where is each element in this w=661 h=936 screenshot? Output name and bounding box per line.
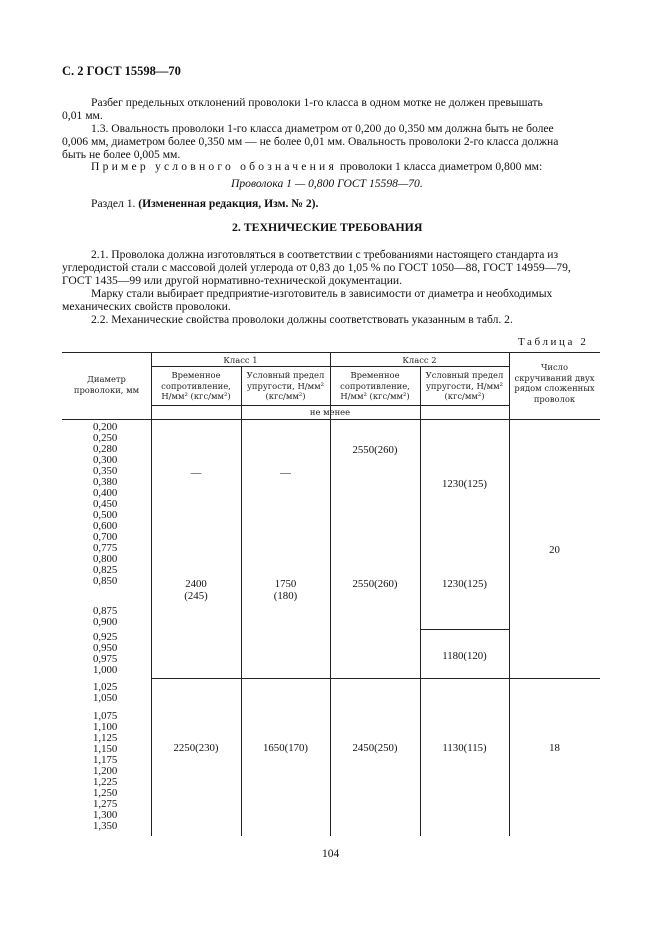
diameter-value: 1,350 (93, 820, 118, 832)
diameter-value: 0,280 (93, 443, 118, 455)
paragraph-line: 0,006 мм, диаметром более 0,350 мм — не более 0,01 мм. Овальность проволоки 2-го класса должна (62, 135, 559, 148)
paragraph-line: 1.3. Овальность проволоки 1-го класса диаметром от 0,200 до 0,350 мм должна быть не более (91, 122, 554, 135)
section1-note (91, 197, 318, 211)
value-text: 1750 (274, 578, 297, 590)
diameter-value: 0,800 (93, 553, 118, 565)
value-text: (245) (184, 590, 208, 602)
diameter-value: 1,100 (93, 721, 118, 733)
table-rule (420, 366, 421, 836)
diameter-value: 0,950 (93, 642, 118, 654)
diameter-list (93, 632, 117, 676)
diameter-value: 0,350 (93, 465, 118, 477)
diameter-value: 0,850 (93, 575, 118, 587)
header-text: Условный предел (425, 370, 504, 380)
example-label: Пример условного обозначения (91, 160, 337, 173)
header-text: Н/мм² (кгс/мм²) (161, 391, 231, 401)
diameter-value: 0,600 (93, 520, 118, 532)
tensile-class2-top: 2550(260) (352, 444, 398, 456)
header-text: проволок (533, 393, 576, 404)
diameter-list (93, 711, 117, 832)
example-text: проволоки 1 класса диаметром 0,800 мм: (339, 160, 543, 173)
header-twists (509, 362, 600, 404)
header-tensile-class1 (151, 370, 241, 402)
diameter-value: 0,450 (93, 498, 118, 510)
header-text: (кгс/мм²) (444, 391, 485, 401)
paragraph-line: углеродистой стали с массовой долей углерода от 0,83 до 1,05 % по ГОСТ 1050—88, ГОСТ 14959—79, (62, 261, 571, 274)
paragraph-line: механических свойств проволоки. (62, 300, 231, 313)
yield-class2-top: 1230(125) (442, 478, 487, 490)
diameter-value: 1,000 (93, 664, 118, 676)
diameter-value: 1,200 (93, 765, 118, 777)
header-text: Временное (171, 370, 221, 380)
header-yield-class1 (241, 370, 330, 402)
value-text: (180) (273, 590, 298, 602)
twists-top: 20 (549, 544, 560, 556)
diameter-value: 1,300 (93, 809, 118, 821)
table-rule (509, 352, 510, 836)
table-rule (151, 678, 600, 679)
tensile-class1-bottom: 2250(230) (173, 742, 219, 754)
diameter-value: 0,200 (93, 421, 118, 433)
diameter-value: 0,925 (93, 631, 118, 643)
header-text: Н/мм² (кгс/мм²) (340, 391, 410, 401)
value-text: 2400 (185, 578, 207, 590)
section1-prefix: Раздел 1. (91, 197, 136, 210)
header-text: проволоки, мм (73, 384, 140, 395)
yield-class1-bottom: 1650(170) (263, 742, 308, 754)
example-designation: Проволока 1 — 0,800 ГОСТ 15598—70. (231, 177, 423, 190)
header-text: Временное (350, 370, 400, 380)
tensile-class2-bottom: 2450(250) (352, 742, 398, 754)
diameter-value: 0,900 (93, 616, 118, 628)
diameter-value: 0,380 (93, 476, 118, 488)
diameter-value: 0,300 (93, 454, 118, 466)
diameter-list (93, 606, 117, 628)
paragraph-line: Разбег предельных отклонений проволоки 1-го класса в одном мотке не должен превышать (91, 96, 543, 109)
diameter-value: 1,025 (93, 681, 118, 693)
diameter-value: 0,700 (93, 531, 118, 543)
example-line (91, 160, 542, 174)
yield-class2-bottom: 1130(115) (442, 742, 487, 754)
diameter-value: 1,175 (93, 754, 118, 766)
header-tensile-class2 (330, 370, 420, 402)
diameter-list (93, 682, 117, 704)
paragraph-line: ГОСТ 1435—99 или другой нормативно-технической документации. (62, 274, 403, 287)
table-label: Таблица 2 (518, 336, 589, 348)
paragraph-line: Марку стали выбирает предприятие-изготовитель в зависимости от диаметра и необходимых (91, 287, 553, 300)
diameter-value: 0,250 (93, 432, 118, 444)
diameter-value: 1,075 (93, 710, 118, 722)
page-number: 104 (322, 848, 340, 860)
tensile-class1-dash: — (190, 467, 202, 479)
yield-class2-low: 1180(120) (442, 650, 487, 662)
paragraph-line: 2.1. Проволока должна изготовляться в соответствии с требованиями настоящего стандарта из (91, 248, 559, 261)
header-text: Число (540, 362, 569, 372)
diameter-value: 0,500 (93, 509, 118, 521)
diameter-value: 0,775 (93, 542, 118, 554)
header-text: Диаметр (87, 374, 126, 384)
header-text: (кгс/мм²) (265, 391, 306, 401)
table-rule (330, 352, 331, 836)
header-text: сопротивление, (161, 380, 231, 391)
tensile-class2-mid: 2550(260) (352, 578, 398, 590)
diameter-value: 0,975 (93, 653, 118, 665)
twists-bottom: 18 (549, 742, 560, 754)
diameter-value: 0,400 (93, 487, 118, 499)
diameter-value: 1,250 (93, 787, 118, 799)
page-header: С. 2 ГОСТ 15598—70 (62, 64, 181, 78)
header-text: упругости, Н/мм² (426, 380, 503, 391)
section-title: 2. ТЕХНИЧЕСКИЕ ТРЕБОВАНИЯ (232, 220, 423, 234)
diameter-list (93, 422, 117, 587)
header-text: рядом сложенных (514, 383, 595, 393)
table-rule (420, 629, 509, 630)
paragraph-line: быть не более 0,005 мм. (62, 148, 181, 161)
header-text: Условный предел (246, 370, 325, 380)
table-rule (62, 352, 600, 353)
yield-class1-dash: — (280, 467, 291, 479)
diameter-value: 0,875 (93, 605, 118, 617)
yield-class2-mid: 1230(125) (442, 578, 487, 590)
header-not-less: не менее (309, 407, 351, 417)
table-rule (62, 419, 600, 420)
tensile-class1-value (151, 578, 241, 602)
header-diameter (62, 374, 151, 395)
section1-edit-note: (Измененная редакция, Изм. № 2). (138, 197, 319, 210)
yield-class1-value (241, 578, 330, 602)
mechanical-properties-table (62, 352, 600, 836)
header-class1: Класс 1 (223, 355, 258, 365)
diameter-value: 0,825 (93, 564, 118, 576)
header-yield-class2 (420, 370, 509, 402)
header-class2: Класс 2 (402, 355, 437, 365)
diameter-value: 1,275 (93, 798, 118, 810)
diameter-value: 1,125 (93, 732, 118, 744)
header-text: скручиваний двух (514, 372, 595, 383)
paragraph-line: 2.2. Механические свойства проволоки должны соответствовать указанным в табл. 2. (91, 313, 513, 326)
diameter-value: 1,050 (93, 692, 118, 704)
header-text: упругости, Н/мм² (247, 380, 324, 391)
paragraph-line: 0,01 мм. (62, 109, 103, 122)
diameter-value: 1,225 (93, 776, 118, 788)
header-text: сопротивление, (340, 380, 410, 391)
diameter-value: 1,150 (93, 743, 118, 755)
